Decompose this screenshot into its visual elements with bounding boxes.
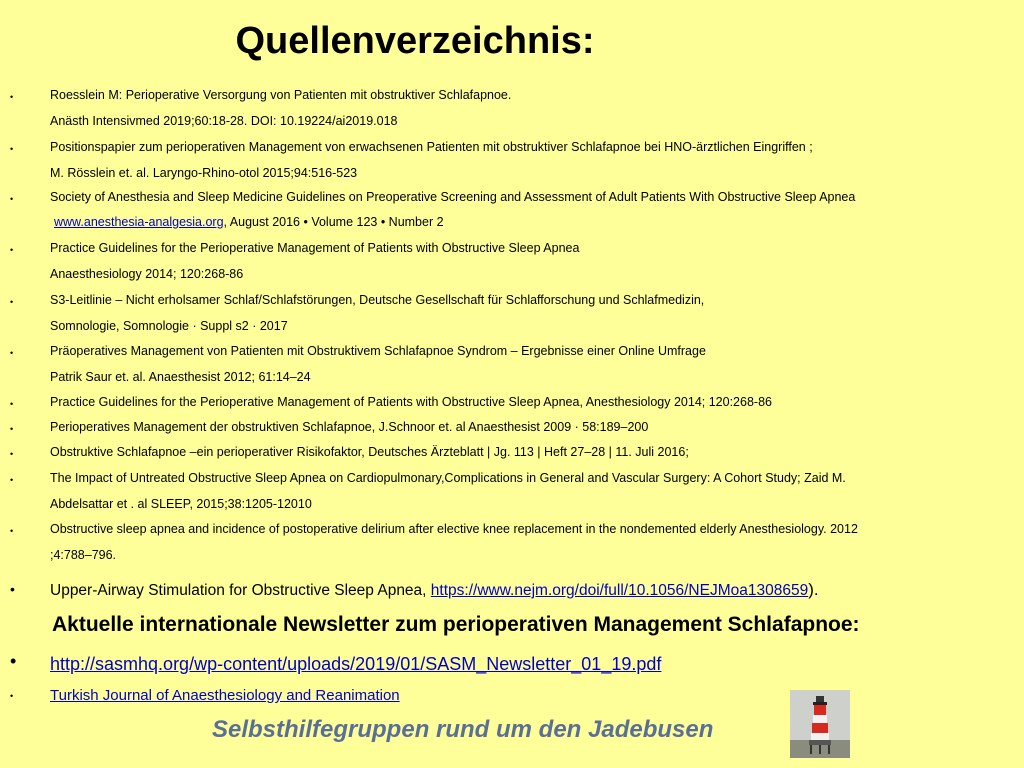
reference-line: Präoperatives Management von Patienten mit Obstruktivem Schlafapnoe Syndrom – Ergebnisse einer Online Umfrage [50, 344, 706, 358]
reference-line: Obstruktive Schlafapnoe –ein perioperativer Risikofaktor, Deutsches Ärzteblatt | Jg. 113 | Heft 27–28 | 11. Juli 2016; [50, 445, 689, 459]
reference-line: Abdelsattar et . al SLEEP, 2015;38:1205-12010 [50, 497, 312, 511]
sasm-newsletter-link[interactable]: http://sasmhq.org/wp-content/uploads/2019/01/SASM_Newsletter_01_19.pdf [50, 654, 662, 674]
bullet: • [10, 475, 14, 485]
reference-line: Perioperatives Management der obstruktiven Schlafapnoe, J.Schnoor et. al Anaesthesist 2009 · 58:189–200 [50, 420, 649, 434]
reference-line: Society of Anesthesia and Sleep Medicine Guidelines on Preoperative Screening and Assessment of Adult Patients With Obstructive Sleep Apnea [50, 190, 856, 204]
reference-line: ;4:788–796. [50, 548, 117, 562]
lighthouse-image [790, 690, 850, 758]
bullet: • [10, 245, 14, 255]
footer-tagline: Selbsthilfegruppen rund um den Jadebusen [212, 716, 714, 743]
reference-line: Anästh Intensivmed 2019;60:18-28. DOI: 10.19224/ai2019.018 [50, 114, 398, 128]
journal-link-line [50, 687, 400, 704]
reference-line: The Impact of Untreated Obstructive Sleep Apnea on Cardiopulmonary,Complications in General and Vascular Surgery: A Cohort Study; Zaid M. [50, 471, 846, 485]
page-title: Quellenverzeichnis: [235, 20, 595, 62]
reference-line: Anaesthesiology 2014; 120:268-86 [50, 267, 244, 281]
anesthesia-analgesia-link[interactable]: www.anesthesia-analgesia.org [54, 215, 224, 229]
reference-line [54, 215, 444, 229]
bullet: • [10, 651, 17, 671]
bullet: • [10, 194, 14, 204]
reference-line: Roesslein M: Perioperative Versorgung von Patienten mit obstruktiver Schlafapnoe. [50, 88, 512, 102]
lighthouse-icon [790, 690, 850, 758]
reference-line: Obstructive sleep apnea and incidence of postoperative delirium after elective knee replacement in the nondemented elderly Anesthesiology. 2012 [50, 522, 858, 536]
bullet: • [10, 297, 14, 307]
bullet: • [10, 144, 14, 154]
nejm-link[interactable]: https://www.nejm.org/doi/full/10.1056/NEJMoa1308659 [430, 582, 809, 599]
reference-line: Patrik Saur et. al. Anaesthesist 2012; 61:14–24 [50, 370, 311, 384]
reference-line: Practice Guidelines for the Perioperative Management of Patients with Obstructive Sleep Apnea [50, 241, 580, 255]
bullet: • [10, 92, 14, 102]
reference-line: M. Rösslein et. al. Laryngo-Rhino-otol 2015;94:516-523 [50, 166, 358, 180]
bullet: • [10, 691, 14, 701]
bullet: • [10, 581, 15, 597]
reference-line: Somnologie, Somnologie · Suppl s2 · 2017 [50, 319, 288, 333]
reference-line-suffix: , August 2016 • Volume 123 • Number 2 [223, 215, 444, 229]
upper-airway-reference [50, 580, 819, 600]
reference-line: S3-Leitlinie – Nicht erholsamer Schlaf/Schlafstörungen, Deutsche Gesellschaft für Schlafforschung und Schlafmedizin, [50, 293, 705, 307]
turkish-journal-link[interactable]: Turkish Journal of Anaesthesiology and Reanimation [50, 687, 400, 704]
bullet: • [10, 424, 14, 434]
newsletter-heading: Aktuelle internationale Newsletter zum perioperativen Management Schlafapnoe: [52, 613, 860, 636]
upper-airway-text: Upper-Airway Stimulation for Obstructive Sleep Apnea, [50, 582, 431, 599]
bullet: • [10, 348, 14, 358]
bullet: • [10, 449, 14, 459]
newsletter-link-line [50, 654, 661, 675]
bullet: • [10, 526, 14, 536]
upper-airway-suffix: ). [808, 580, 819, 599]
bullet: • [10, 399, 14, 409]
reference-line: Positionspapier zum perioperativen Management von erwachsenen Patienten mit obstruktiver Schlafapnoe bei HNO-ärztlichen Eingriffen ; [50, 140, 813, 154]
reference-line: Practice Guidelines for the Perioperative Management of Patients with Obstructive Sleep Apnea, Anesthesiology 2014; 120:268-86 [50, 395, 772, 409]
